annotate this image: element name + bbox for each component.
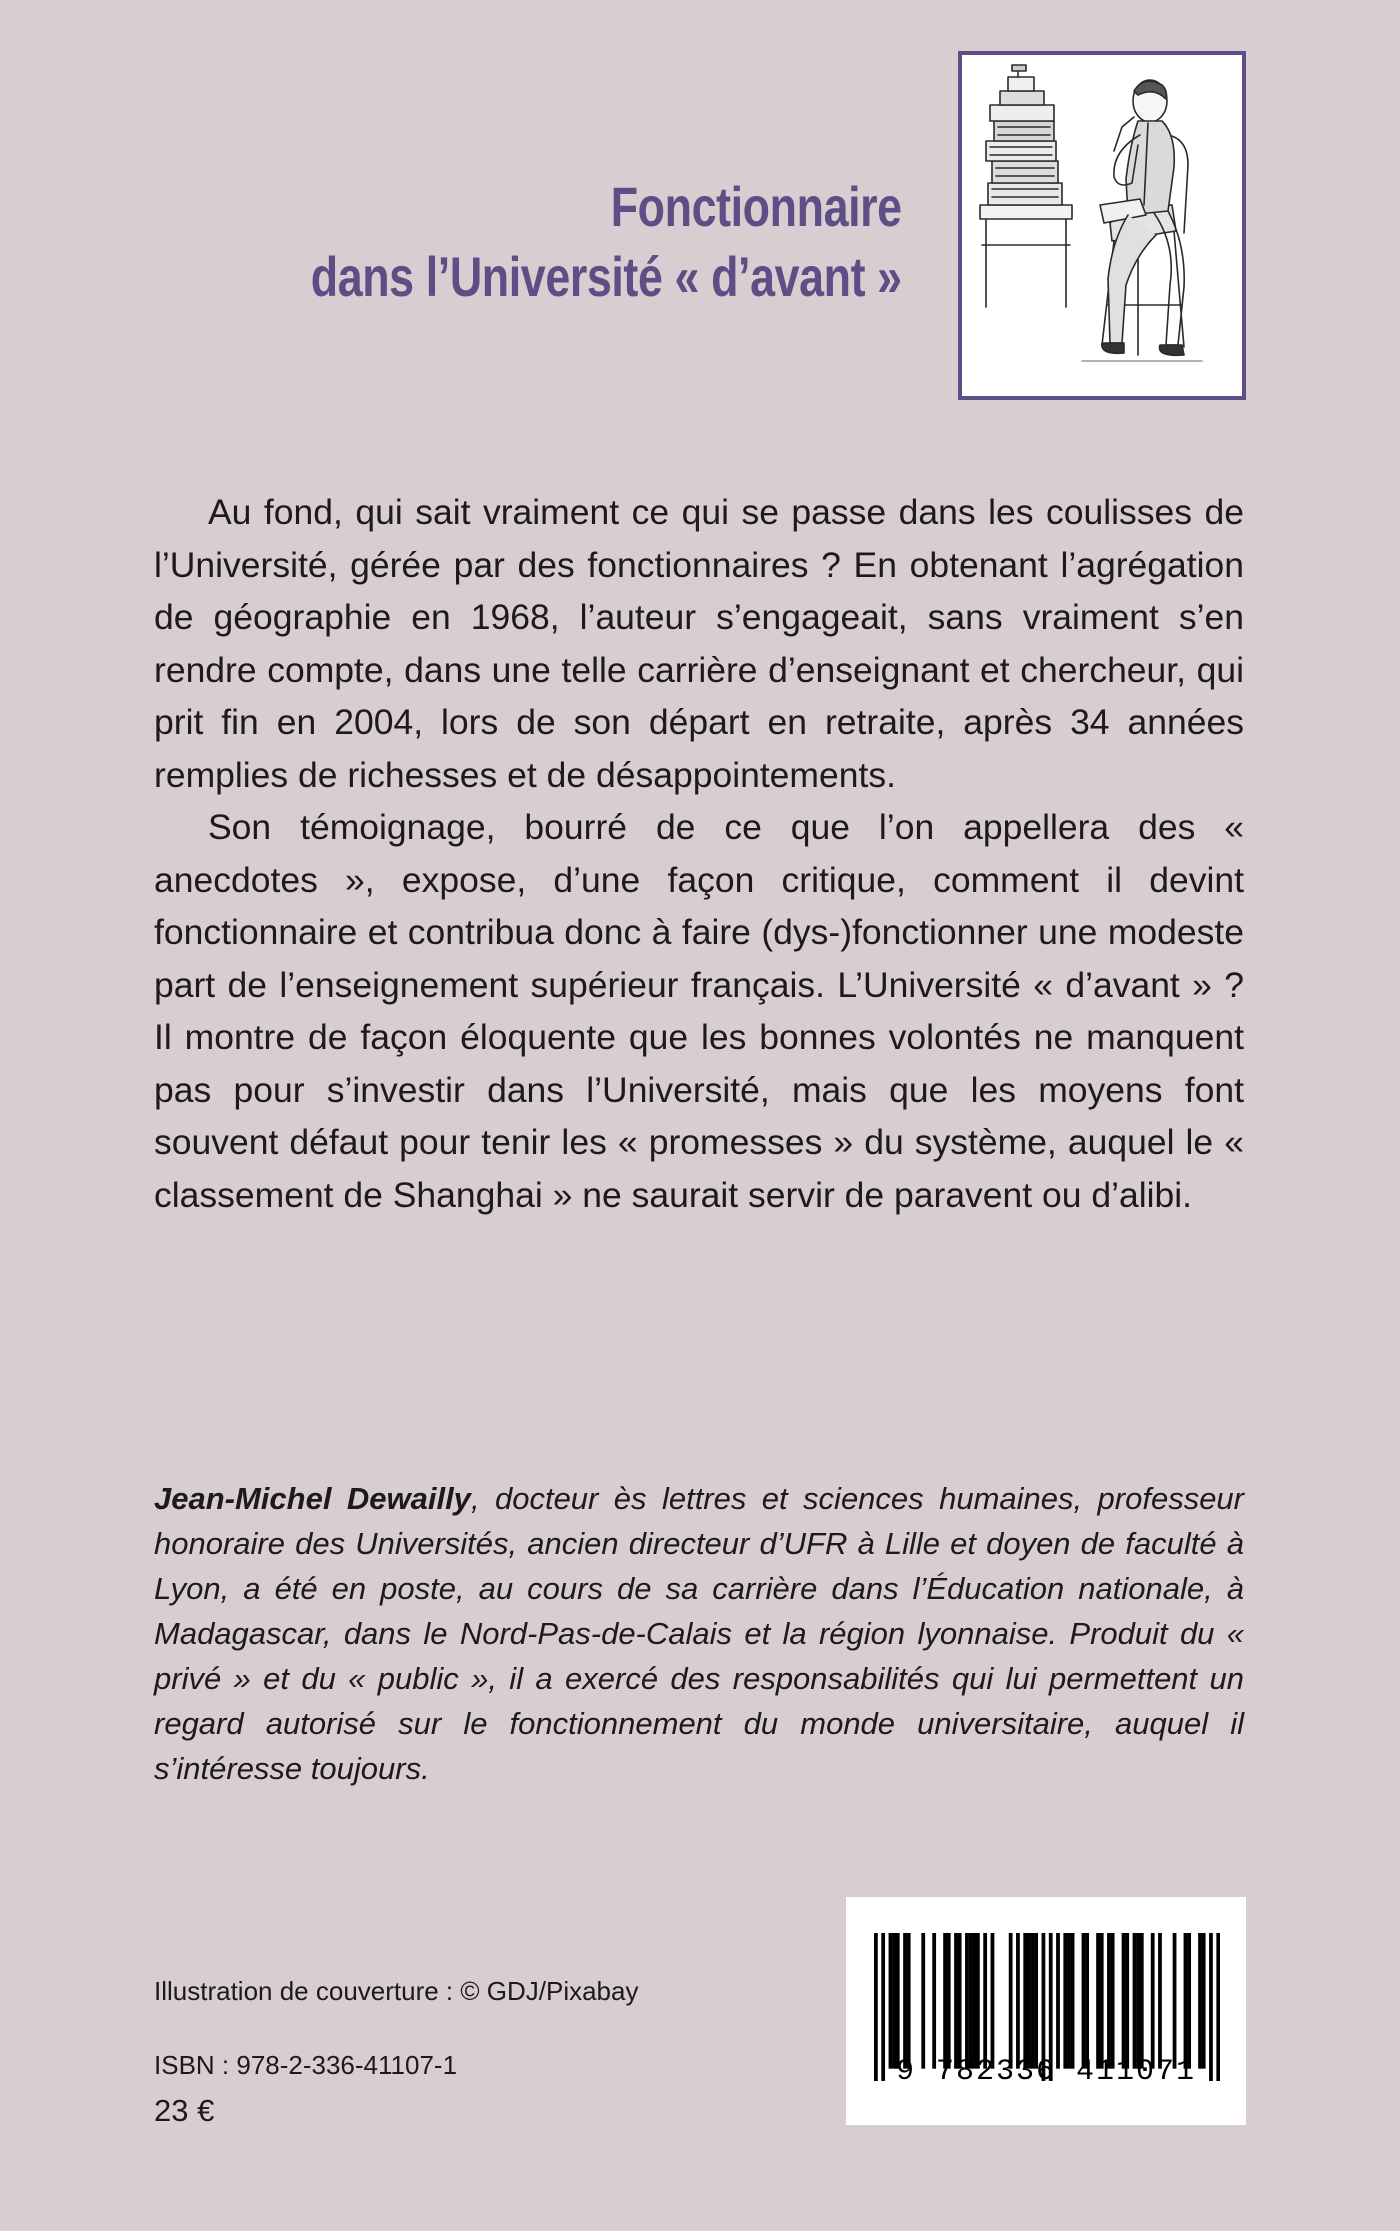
barcode-bar (969, 1933, 973, 2069)
barcode-bar (1187, 1933, 1191, 2069)
barcode-bar (889, 1933, 893, 2069)
barcode-bar (1173, 1933, 1177, 2069)
barcode-bar (903, 1933, 907, 2069)
barcode-bar (1023, 1933, 1027, 2069)
barcode-bar (907, 1933, 911, 2069)
barcode-bar (1056, 1933, 1060, 2069)
barcode-bar (1009, 1933, 1013, 2069)
barcode-bar (972, 1933, 976, 2069)
barcode-bar (932, 1933, 936, 2069)
barcode-bar (1202, 1933, 1206, 2069)
barcode-bar (1031, 1933, 1035, 2069)
book-price: 23 € (154, 2093, 215, 2128)
barcode-bar (983, 1933, 987, 2069)
isbn-number: ISBN : 978-2-336-41107-1 (154, 2050, 458, 2080)
barcode-bar (1158, 1933, 1162, 2069)
barcode-bar (1016, 1933, 1020, 2069)
barcode-bar (1133, 1933, 1137, 2069)
barcode-bar (1063, 1933, 1067, 2069)
author-name: Jean-Michel Dewailly (154, 1481, 471, 1516)
author-bio-text: , docteur ès lettres et sciences humaines, professeur honoraire des Universités, ancien directeur d’UFR à Lille et doyen de faculté à Lyon, a été en poste, au cours de sa carrière dans l’Éducation nationale, à Madagascar, dans le Nord-Pas-de-Calais et la région lyonnaise. Produit du « privé » et du « public », il a exercé des responsabilités qui lui permettent un regard autorisé sur le fonctionnement du monde universitaire, auquel il s’intéresse toujours. (154, 1481, 1244, 1786)
back-cover-blurb (154, 486, 1244, 1221)
barcode-bar (1198, 1933, 1202, 2069)
barcode-bar (1151, 1933, 1155, 2069)
book-title-line-1: Fonctionnaire (611, 175, 902, 238)
barcode-bar (921, 1933, 925, 2069)
barcode-bar (1034, 1933, 1038, 2069)
book-title (311, 172, 902, 312)
barcode-bar (1027, 1933, 1031, 2069)
cover-illustration (958, 51, 1246, 400)
barcode-bar (1082, 1933, 1086, 2069)
barcode-bar (1071, 1933, 1075, 2069)
barcode-bar (965, 1933, 969, 2069)
barcode-bar (958, 1933, 962, 2069)
barcode-bar (1067, 1933, 1071, 2069)
author-biography (154, 1476, 1244, 1791)
barcode-bar (1100, 1933, 1104, 2069)
blurb-paragraph-2: Son témoignage, bourré de ce que l’on appellera des « anecdotes », expose, d’une façon critique, comment il devint fonctionnaire et contribua donc à faire (dys-)fonctionner une modeste part de l’enseignement supérieur français. L’Université « d’avant » ? Il montre de façon éloquente que les bonnes volontés ne manquent pas pour s’investir dans l’Université, mais que les moyens font souvent défaut pour tenir les « promesses » du système, auquel le « classement de Shanghai » ne saurait servir de paravent ou d’alibi. (154, 807, 1244, 1215)
barcode-bar (976, 1933, 980, 2069)
barcode-bar (1111, 1933, 1115, 2069)
blurb-paragraph-1: Au fond, qui sait vraiment ce qui se passe dans les coulisses de l’Université, gérée par des fonctionnaires ? En obtenant l’agrégation de géographie en 1968, l’auteur s’engageait, sans vraiment s’en rendre compte, dans une telle carrière d’enseignant et chercheur, qui prit fin en 2004, lors de son départ en retraite, après 34 années remplies de richesses et de désappointements. (154, 492, 1244, 795)
barcode-bar (892, 1933, 896, 2069)
barcode-bar (1085, 1933, 1089, 2069)
barcode-digits: 9 782336 411071 (895, 2055, 1197, 2089)
barcode-bar (896, 1933, 900, 2069)
barcode-bar (1136, 1933, 1140, 2069)
book-title-line-2: dans l’Université « d’avant » (311, 245, 902, 308)
barcode-bar (947, 1933, 951, 2069)
barcode-bar (954, 1933, 958, 2069)
barcode-bar (1140, 1933, 1144, 2069)
barcode-bar (1125, 1933, 1129, 2069)
barcode-bar (1107, 1933, 1111, 2069)
barcode-bar (1096, 1933, 1100, 2069)
man-reading-with-books-icon (962, 55, 1242, 396)
barcode-bar (1122, 1933, 1126, 2069)
illustration-credit: Illustration de couverture : © GDJ/Pixabay (154, 1976, 639, 2006)
barcode-bar (943, 1933, 947, 2069)
barcode-bar (1184, 1933, 1188, 2069)
barcode (846, 1897, 1246, 2125)
barcode-bar (991, 1933, 995, 2069)
